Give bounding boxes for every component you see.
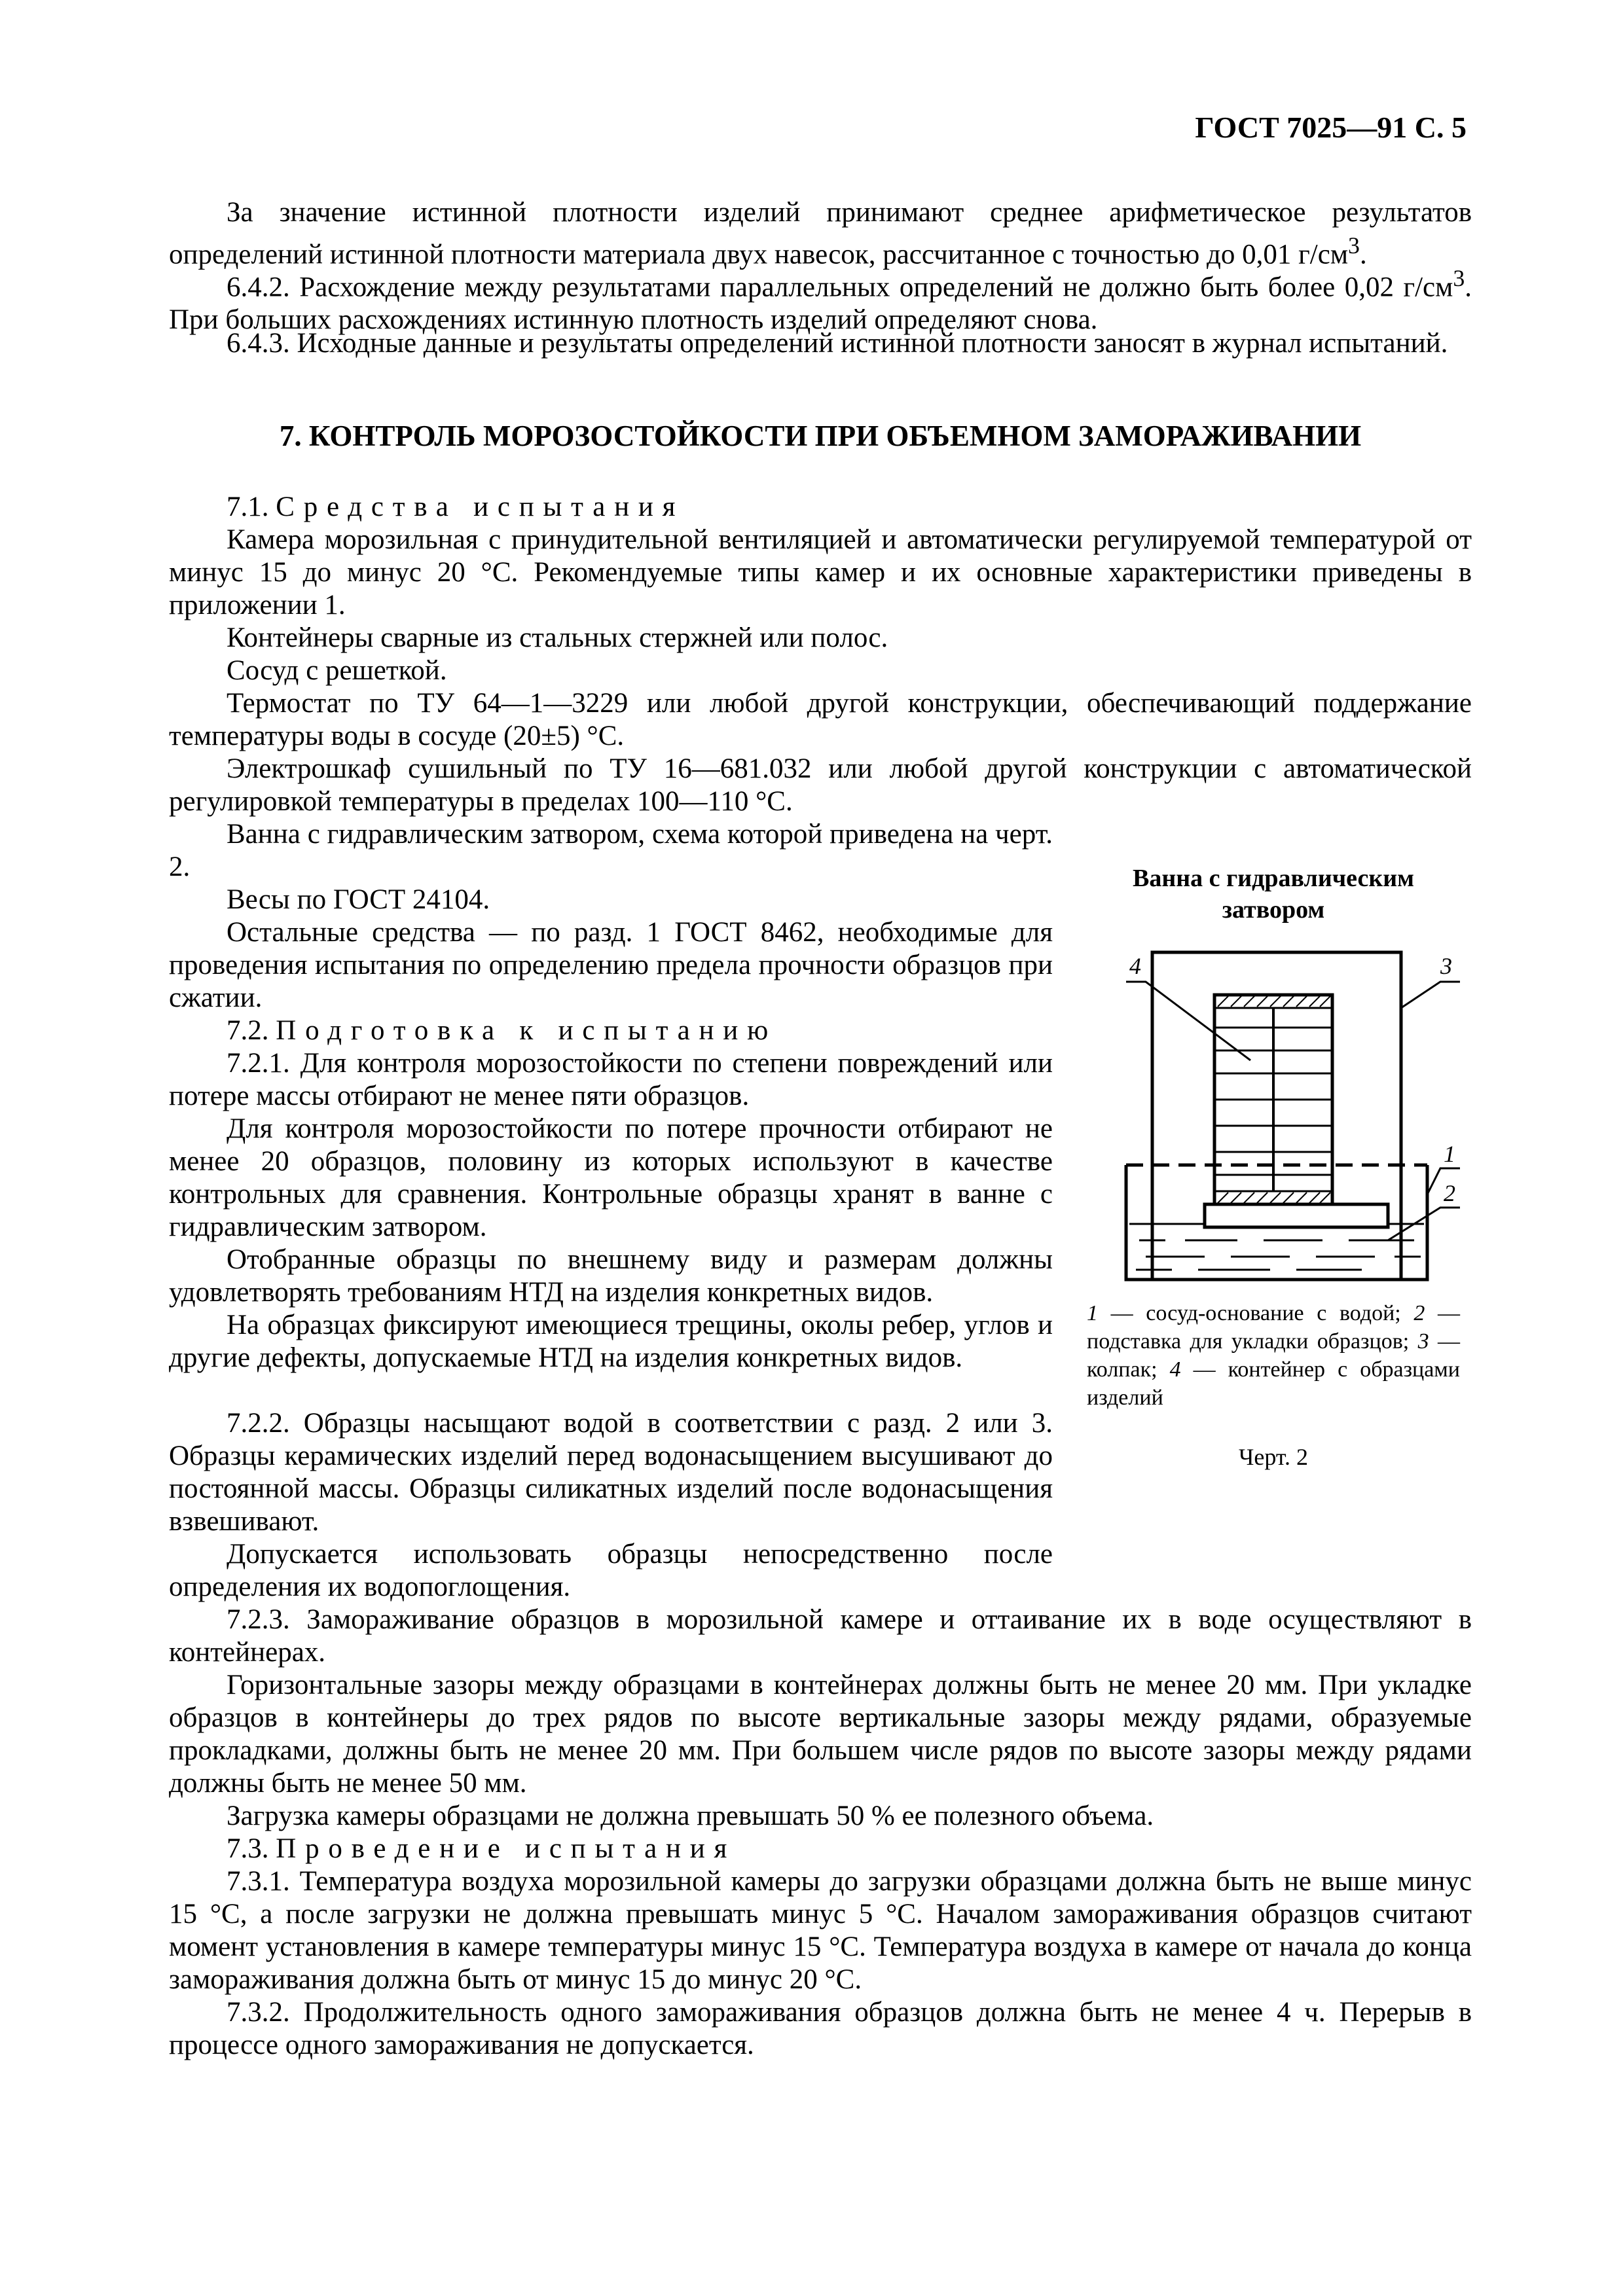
paragraph-6-4-3: 6.4.3. Исходные данные и результаты определений истинной плотности заносят в журнал испытаний. — [227, 328, 1448, 359]
stand — [1205, 1204, 1388, 1227]
label-2: 2 — [1444, 1180, 1455, 1206]
paragraph-gaps: Горизонтальные зазоры между образцами в контейнерах должны быть не менее 20 мм. При укладке образцов в контейнеры до трех рядов по высоте вертикальные зазоры между рядами, образуемые прокладками, должны быть не менее 20 мм. При большем числе рядов по высоте зазоры между рядами должны быть не менее 50 мм. — [169, 1670, 1472, 1799]
paragraph-7-3-1: 7.3.1. Температура воздуха морозильной камеры до загрузки образцами должна быть не выше минус 15 °С, а после загрузки не должна превышать минус 5 °С. Началом замораживания образцов считают момент установления в камере температуры минус 15 °С. Температура воздуха в камере от начала до конца замораживания должна быть от минус 15 до минус 20 °С. — [169, 1866, 1472, 1995]
paragraph-7-2-2: 7.2.2. Образцы насыщают водой в соответствии с разд. 2 или 3. Образцы керамических изделий перед водонасыщением высушивают до постоянной массы. Образцы силикатных изделий после водонасыщения взвешивают. — [169, 1408, 1053, 1537]
figure-caption: 1 — сосуд-основание с водой; 2 — подставка для укладки образцов; 3 — колпак; 4 — контейнер с образцами изделий — [1087, 1301, 1461, 1410]
container — [1214, 995, 1332, 1204]
paragraph-selected-samples: Отобранные образцы по внешнему виду и размерам должны удовлетворять требованиям НТД на изделия конкретных видов. — [169, 1244, 1053, 1308]
paragraph-strength-loss: Для контроля морозостойкости по потере прочности отбирают не менее 20 образцов, половину из которых используют в качестве контрольных для сравнения. Контрольные образцы хранят в ванне с гидравлическим затвором. — [169, 1113, 1053, 1242]
paragraph-load: Загрузка камеры образцами не должна превышать 50 % ее полезного объема. — [227, 1801, 1154, 1831]
paragraph-dryer: Электрошкаф сушильный по ТУ 16—681.032 или любой другой конструкции с автоматической регулировкой температуры в пределах 100—110 °С. — [169, 753, 1472, 817]
label-4: 4 — [1129, 953, 1141, 979]
paragraph-camera: Камера морозильная с принудительной вентиляцией и автоматически регулируемой температурой от минус 15 до минус 20 °С. Рекомендуемые типы камер и их основные характеристики приведены в приложении 1. — [169, 524, 1472, 620]
label-1: 1 — [1444, 1141, 1455, 1167]
paragraph-thermostat: Термостат по ТУ 64—1—3229 или любой другой конструкции, обеспечивающий поддержание температуры воды в сосуде (20±5) °С. — [169, 688, 1472, 751]
paragraph-7-3-2: 7.3.2. Продолжительность одного замораживания образцов должна быть не менее 4 ч. Перерыв в процессе одного замораживания не допускается. — [169, 1997, 1472, 2060]
paragraph-true-density: За значение истинной плотности изделий принимают среднее арифметическое результатов определений истинной плотности материала двух навесок, рассчитанное с точностью до 0,01 $г/см^3$. — [169, 197, 1472, 270]
leader-3 — [1401, 982, 1460, 1008]
paragraph-cracks: На образцах фиксируют имеющиеся трещины, околы ребер, углов и другие дефекты, допускаемые НТД на изделия конкретных видов. — [169, 1310, 1053, 1373]
paragraph-7-2-1: 7.2.1. Для контроля морозостойкости по степени повреждений или потере массы отбирают не менее пяти образцов. — [169, 1048, 1053, 1111]
bath-diagram — [1074, 942, 1480, 1296]
paragraph-6-4-2: 6.4.2. Расхождение между результатами параллельных определений не должно быть более 0,02 $г/см^3$. При больших расхождениях истинную плотность изделий определяют снова. — [169, 265, 1472, 336]
subsection-7-3-heading: 7.3. Проведение испытания — [227, 1833, 737, 1864]
paragraph-allowed: Допускается использовать образцы непосредственно после определения их водопоглощения. — [169, 1539, 1053, 1602]
figure-title: Ванна с гидравлическим затвором — [1132, 865, 1415, 924]
paragraph-vessel: Сосуд с решеткой. — [227, 655, 447, 686]
paragraph-containers: Контейнеры сварные из стальных стержней или полос. — [227, 622, 888, 653]
water — [1129, 1224, 1424, 1270]
subsection-7-2-heading: 7.2. Подготовка к испытанию — [227, 1015, 777, 1046]
paragraph-7-2-3: 7.2.3. Замораживание образцов в морозильной камере и оттаивание их в воде осуществляют в контейнерах. — [169, 1604, 1472, 1668]
paragraph-bath: Ванна с гидравлическим затвором, схема которой приведена на черт. 2. — [169, 819, 1053, 882]
subsection-7-1-heading: 7.1. Средства испытания — [227, 492, 685, 522]
label-3: 3 — [1440, 953, 1452, 979]
section-title: 7. КОНТРОЛЬ МОРОЗОСТОЙКОСТИ ПРИ ОБЪЕМНОМ ЗАМОРАЖИВАНИИ — [279, 420, 1362, 452]
hood-outline — [1152, 952, 1401, 1280]
page-header: ГОСТ 7025—91 С. 5 — [1195, 111, 1467, 144]
paragraph-scales: Весы по ГОСТ 24104. — [227, 884, 490, 915]
drawing-label: Черт. 2 — [1239, 1444, 1308, 1470]
paragraph-other-means: Остальные средства — по разд. 1 ГОСТ 8462, необходимые для проведения испытания по определению предела прочности образцов при сжатии. — [169, 917, 1053, 1013]
